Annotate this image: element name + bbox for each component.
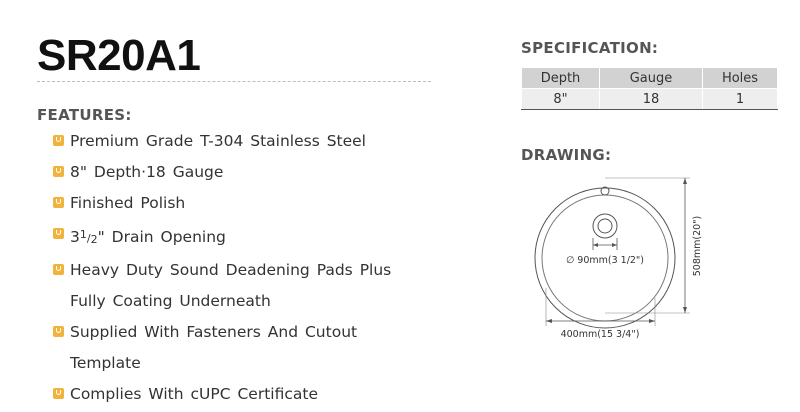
spec-header-row [522, 68, 778, 89]
feature-item [53, 255, 433, 317]
bullet-icon [53, 228, 64, 239]
title-divider [37, 81, 431, 82]
feature-item [53, 126, 433, 157]
feature-text: Heavy Duty Sound Deadening Pads Plus Fully Coating Underneath [70, 261, 392, 310]
spec-value-depth: 8" [522, 89, 600, 110]
bullet-icon [53, 166, 64, 177]
drain-outer [593, 214, 617, 238]
fraction-numerator: 1 [79, 228, 87, 241]
specification-table [521, 67, 778, 110]
fraction-denominator: 2 [90, 233, 98, 246]
spec-header-depth: Depth [522, 68, 600, 89]
sink-drawing [520, 168, 730, 348]
feature-item: $3^1/2$" Drain Opening [53, 219, 433, 255]
width-dimension-label: 400mm(15 3/4") [560, 329, 640, 340]
height-dimension-label: 508mm(20") [692, 215, 703, 277]
feature-item [53, 157, 433, 188]
feature-item [53, 188, 433, 219]
feature-text-prefix: 3 [70, 228, 80, 246]
spec-value-gauge: 18 [600, 89, 703, 110]
spec-value-holes: 1 [703, 89, 778, 110]
spec-header-gauge: Gauge [600, 68, 703, 89]
bullet-icon [53, 264, 64, 275]
feature-text: Premium Grade T-304 Stainless Steel [70, 132, 366, 150]
spec-value-row [522, 89, 778, 110]
model-title: SR20A1 [37, 31, 201, 80]
feature-list [53, 126, 433, 410]
features-heading: FEATURES: [37, 106, 132, 124]
feature-text: Supplied With Fasteners And Cutout Template [70, 323, 358, 372]
specification-heading: SPECIFICATION: [521, 39, 659, 57]
feature-text: 8" Depth·18 Gauge [70, 163, 224, 181]
feature-item [53, 379, 433, 410]
spec-header-holes: Holes [703, 68, 778, 89]
feature-text: Finished Polish [70, 194, 186, 212]
drain-inner [598, 219, 612, 233]
bullet-icon [53, 197, 64, 208]
feature-item [53, 317, 433, 379]
drawing-heading: DRAWING: [521, 146, 612, 164]
drain-dimension-label: ∅ 90mm(3 1/2") [565, 255, 645, 266]
feature-text-suffix: " Drain Opening [97, 228, 226, 246]
feature-text: Complies With cUPC Certificate [70, 385, 318, 403]
bullet-icon [53, 135, 64, 146]
bullet-icon [53, 326, 64, 337]
bullet-icon [53, 388, 64, 399]
